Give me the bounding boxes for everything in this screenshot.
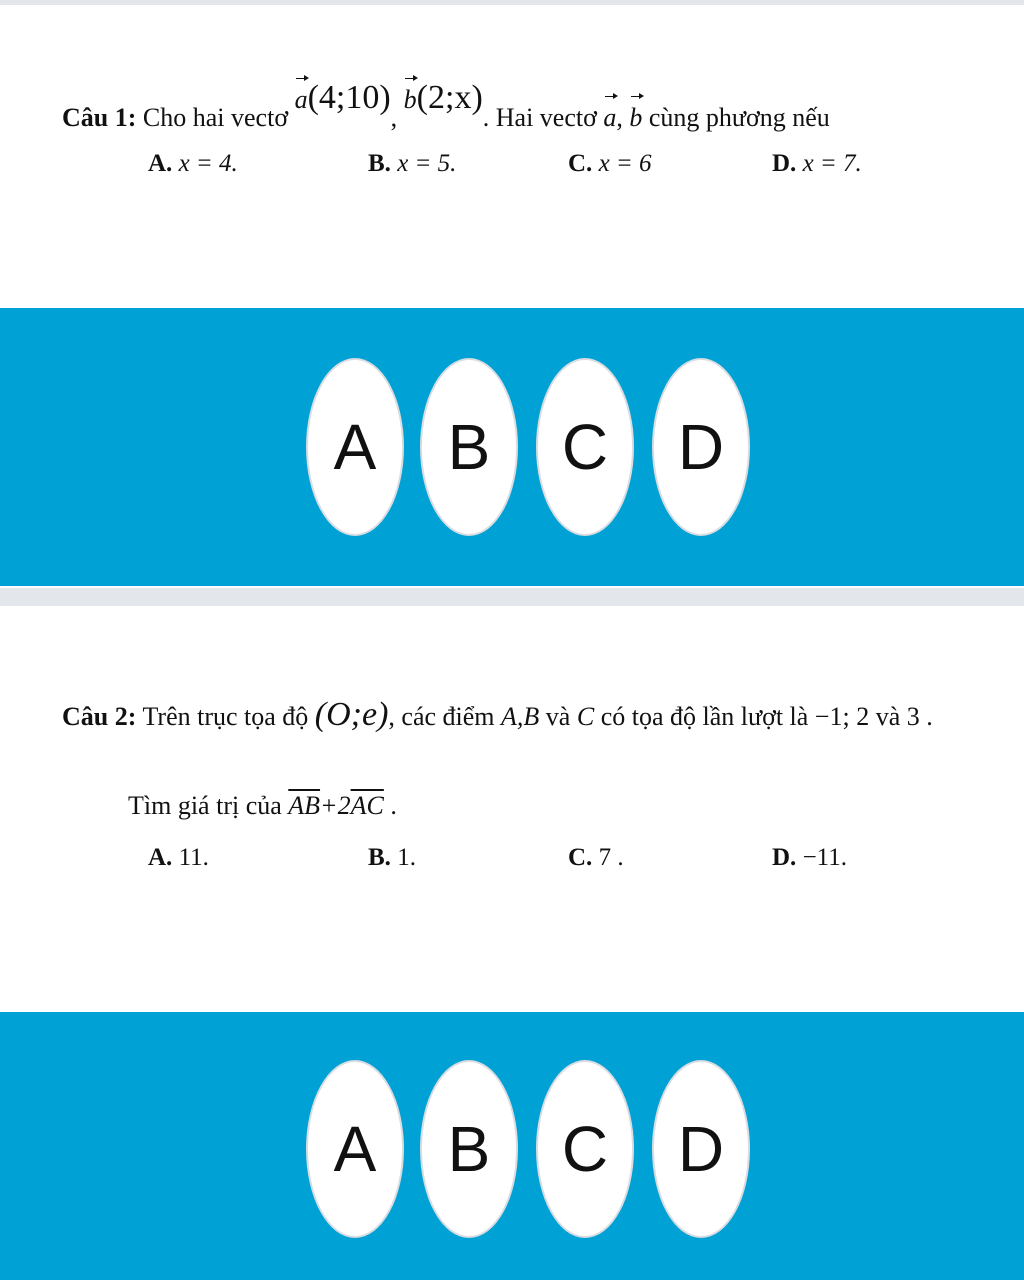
q2-answer-a-button[interactable]: A <box>306 1060 404 1238</box>
q2-answer-b-button[interactable]: B <box>420 1060 518 1238</box>
vector-b: b <box>404 84 417 117</box>
q1-answer-b-button[interactable]: B <box>420 358 518 536</box>
question-2-prompt: Tìm giá trị của <box>128 791 282 820</box>
question-2-text <box>62 694 933 737</box>
vector-b-ref: b <box>629 102 642 135</box>
question-1-intro: Cho hai vectơ <box>142 103 289 132</box>
question-2-intro: Trên trục tọa độ <box>142 702 309 731</box>
q1-option-b: B. x = 5. <box>368 150 457 177</box>
segment-ab: $\overline{AB}$ <box>288 791 321 820</box>
q1-option-a: A. x = 4. <box>148 150 238 177</box>
separator: , <box>390 103 398 132</box>
answer-panel-1 <box>0 308 1024 586</box>
vector-b-expr <box>403 79 483 116</box>
axis-notation: (O;e) <box>314 696 389 733</box>
conjunction: và <box>545 702 571 731</box>
plus-two: +2 <box>320 791 351 820</box>
vector-b-coords: (2;x) <box>416 79 483 116</box>
q1-option-d: D. x = 7. <box>772 150 862 177</box>
q1-answer-d-button[interactable]: D <box>652 358 750 536</box>
vector-a-coords: (4;10) <box>307 79 391 116</box>
question-2-mid: , các điểm <box>388 702 495 731</box>
q1-option-c: C. x = 6 <box>568 150 652 177</box>
q1-answer-c-button[interactable]: C <box>536 358 634 536</box>
question-1-label: Câu 1: <box>62 103 137 132</box>
question-2-end: có tọa độ lần lượt là −1; 2 và 3 . <box>600 702 933 731</box>
q1-answer-a-button[interactable]: A <box>306 358 404 536</box>
question-1-mid: . Hai vectơ <box>482 103 597 132</box>
q2-answer-c-button[interactable]: C <box>536 1060 634 1238</box>
q2-option-a: A. 11. <box>148 844 209 871</box>
question-1-end: cùng phương nếu <box>648 103 830 132</box>
points-ab: A,B <box>501 702 540 731</box>
q2-option-b: B. 1. <box>368 844 416 871</box>
vector-a: a <box>295 84 308 117</box>
question-1-text <box>62 79 830 138</box>
vector-a-ref: a <box>603 102 616 135</box>
question-2-label: Câu 2: <box>62 702 137 731</box>
comma: , <box>616 103 623 132</box>
top-divider <box>0 0 1024 5</box>
vector-a-expr <box>294 79 391 116</box>
q2-answer-d-button[interactable]: D <box>652 1060 750 1238</box>
answer-panel-2 <box>0 1012 1024 1280</box>
segment-ac: $\overline{AC}$ <box>350 791 384 820</box>
point-c: C <box>576 702 595 731</box>
q2-option-d: D. −11. <box>772 844 847 871</box>
period: . <box>390 791 397 820</box>
section-divider <box>0 588 1024 606</box>
question-2-line-2 <box>128 790 397 823</box>
q2-option-c: C. 7 . <box>568 844 624 871</box>
